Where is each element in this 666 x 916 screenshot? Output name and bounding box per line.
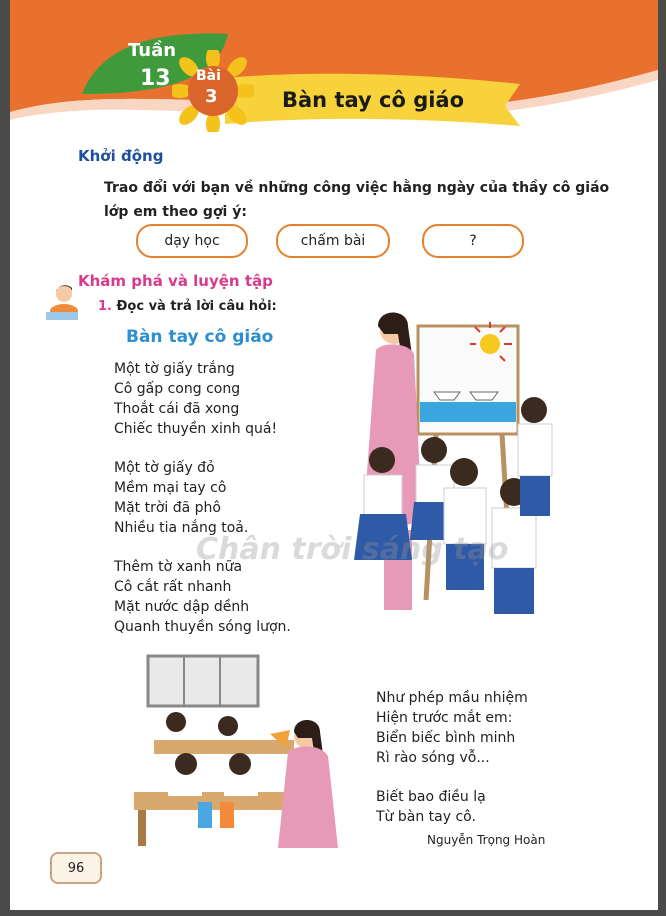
poem-line: Cô cắt rất nhanh: [114, 579, 232, 595]
poem-line: Một tờ giấy trắng: [114, 361, 235, 377]
suggestion-pill-teaching: dạy học: [136, 224, 248, 258]
lesson-title: Bàn tay cô giáo: [282, 88, 465, 112]
poem-line: Mặt trời đã phô: [114, 500, 221, 516]
lesson-number: 3: [205, 86, 218, 107]
poem-line: Chiếc thuyền xinh quá!: [114, 421, 278, 437]
poem-line: Mặt nước dập dềnh: [114, 599, 250, 615]
poem-line: Hiện trước mắt em:: [376, 710, 513, 726]
textbook-page: [10, 0, 658, 910]
suggestion-pill-grading: chấm bài: [276, 224, 390, 258]
poem-line: Quanh thuyền sóng lượn.: [114, 619, 291, 635]
suggestion-pill-other: ?: [422, 224, 524, 258]
reading-child-icon: [42, 282, 82, 322]
publisher-watermark: Chân trời sáng tạo: [196, 532, 509, 567]
question-text: Đọc và trả lời câu hỏi:: [116, 299, 277, 314]
poem-stanza-3: [114, 557, 291, 637]
teacher-easel-illustration: [342, 300, 572, 668]
poem-stanza-2: [114, 458, 248, 538]
poem-title: Bàn tay cô giáo: [126, 327, 274, 347]
warmup-line-1: Trao đổi với bạn về những công việc hằng ngày của thầy cô giáo: [104, 180, 610, 196]
explore-heading: Khám phá và luyện tập: [78, 272, 273, 290]
poem-line: Biển biếc bình minh: [376, 730, 516, 746]
poem-line: Thêm tờ xanh nữa: [114, 559, 243, 575]
warmup-instructions: [104, 176, 644, 224]
poem-line: Như phép mầu nhiệm: [376, 690, 528, 706]
poem-line: Nhiều tia nắng toả.: [114, 520, 249, 536]
poem-line: Từ bàn tay cô.: [376, 809, 476, 825]
question-number: 1.: [98, 299, 112, 314]
poem-line: Rì rào sóng vỗ...: [376, 750, 490, 766]
poem-stanza-1: [114, 359, 277, 439]
poem-stanza-5: [376, 787, 486, 827]
warmup-heading: Khởi động: [78, 147, 164, 165]
poem-line: Mềm mại tay cô: [114, 480, 227, 496]
lesson-label: Bài: [196, 68, 221, 84]
question-1: [98, 299, 277, 314]
poem-author: Nguyễn Trọng Hoàn: [427, 833, 546, 847]
poem-stanza-4: [376, 688, 528, 768]
poem-line: Thoắt cái đã xong: [114, 401, 240, 417]
page-number: 96: [50, 852, 102, 884]
week-number: 13: [140, 66, 171, 91]
poem-line: Một tờ giấy đỏ: [114, 460, 215, 476]
poem-line: Biết bao điều lạ: [376, 789, 486, 805]
poem-line: Cô gấp cong cong: [114, 381, 241, 397]
week-label: Tuần: [128, 40, 177, 61]
classroom-illustration: [128, 652, 344, 848]
warmup-line-2: lớp em theo gợi ý:: [104, 204, 247, 220]
